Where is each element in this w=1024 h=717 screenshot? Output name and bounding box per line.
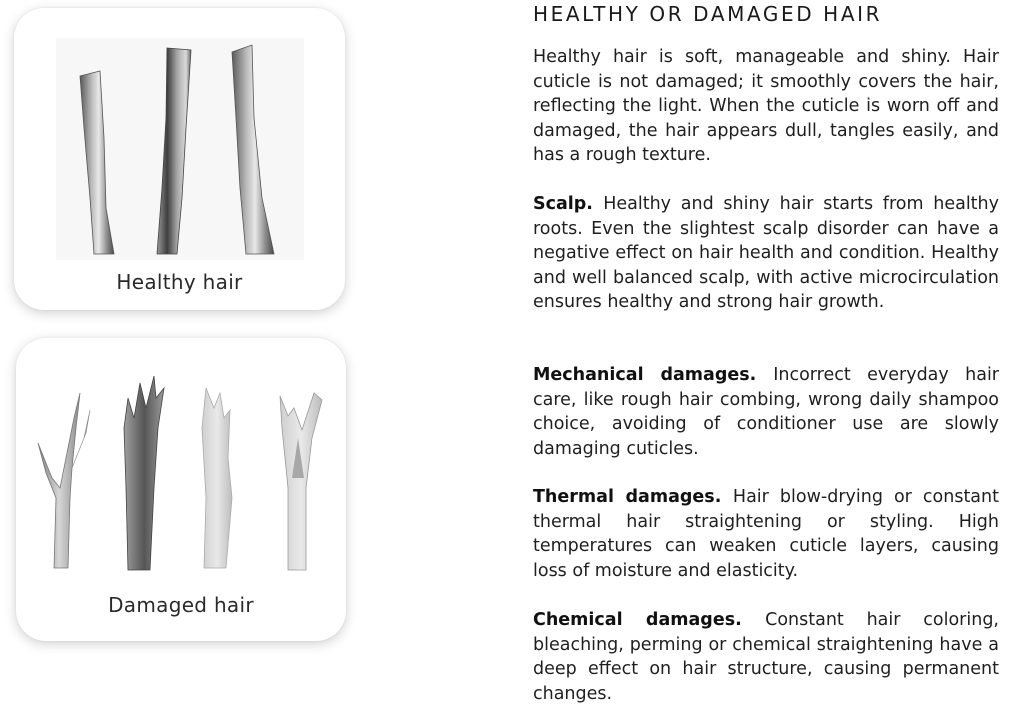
damaged-hair-card: [16, 338, 346, 641]
section-body: Healthy and shiny hair starts from healthy roots. Even the slightest scalp disorder can have a negative effect on hair health and condition. Healthy and well balanced scalp, with active microcirculation ensures healthy and strong hair growth.: [533, 194, 999, 312]
article-heading: HEALTHY OR DAMAGED HAIR: [533, 2, 883, 26]
section-title: Scalp.: [533, 194, 604, 214]
damaged-strand: [280, 393, 322, 570]
healthy-hair-card: [14, 8, 345, 310]
damaged-hair-caption: Damaged hair: [108, 593, 254, 617]
intro-paragraph: Healthy hair is soft, manageable and shiny. Hair cuticle is not damaged; it smoothly covers the hair, reflecting the light. When the cuticle is worn off and damaged, the hair appears dull, tangles easily, and has a rough texture.: [533, 47, 999, 165]
section-title: Chemical damages.: [533, 610, 766, 630]
damaged-strand: [202, 388, 232, 568]
section-body: Incorrect everyday hair care, like rough hair combing, wrong daily shampoo choice, avoiding of conditioner use are slowly damaging cuticles.: [533, 365, 999, 459]
section-body: Hair blow-drying or constant thermal hair straightening or styling. High temperatures can weaken cuticle layers, causing loss of moisture and elasticity.: [533, 487, 999, 581]
section-title: Mechanical damages.: [533, 365, 774, 385]
section-title: Thermal damages.: [533, 487, 733, 507]
healthy-hair-strands-icon: [14, 8, 345, 270]
healthy-hair-caption: Healthy hair: [116, 270, 243, 294]
damaged-hair-strands-icon: [16, 338, 346, 588]
damaged-strand: [38, 393, 80, 568]
damaged-strand: [124, 376, 164, 570]
section-body: Constant hair coloring, bleaching, perming or chemical straightening have a deep effect on hair structure, causing permanent changes.: [533, 610, 999, 704]
section-scalp: [533, 192, 999, 315]
section-chemical: [533, 608, 999, 706]
section-mechanical: [533, 363, 999, 461]
section-thermal: [533, 485, 999, 583]
